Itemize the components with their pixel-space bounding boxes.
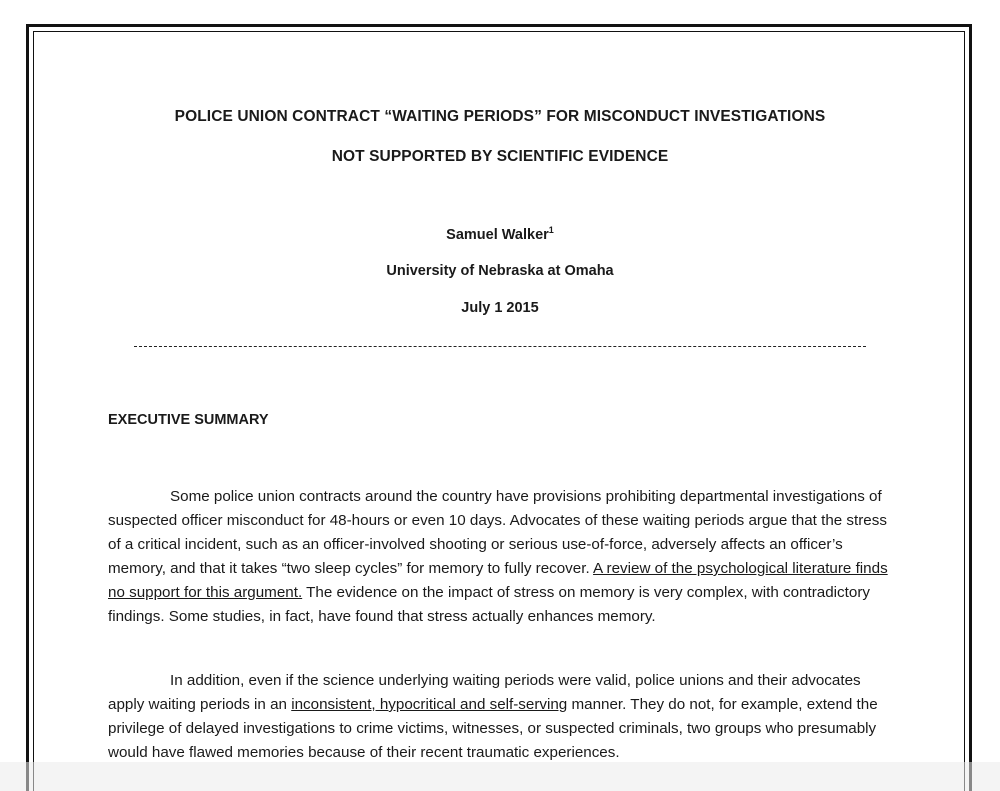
section-heading: EXECUTIVE SUMMARY [108,412,269,428]
author-footnote-marker: 1 [548,225,554,235]
author-line [0,225,1000,243]
author-name: Samuel Walker [446,227,549,243]
paragraph-1-text-a: Some police union contracts around the country have provisions prohibiting departmental investigations of suspected officer misconduct for 48-hours or even 10 days. Advocates of these waiting periods argue that the stress of a critical incident, such as an officer-involved shooting or serious use-of-force, adversely affects an officer’s memory, and that it takes “two sleep cycles” for memory to fully recover. [108,488,887,577]
paragraph-2 [108,669,898,765]
publication-date: July 1 2015 [461,300,539,316]
paragraph-1-underlined: A review of the psychological literature finds no support for this argument. [108,560,888,601]
title-line-2: NOT SUPPORTED BY SCIENTIFIC EVIDENCE [331,148,669,165]
paragraph-1 [108,485,898,629]
title-line-1: POLICE UNION CONTRACT “WAITING PERIODS” FOR MISCONDUCT INVESTIGATIONS [174,108,826,125]
paragraph-1-text-b: The evidence on the impact of stress on memory is very complex, with contradictory findings. Some studies, in fact, have found that stress actually enhances memory. [108,584,870,625]
paragraph-2-text-a: In addition, even if the science underlying waiting periods were valid, police unions and their advocates apply waiting periods in an [108,672,861,713]
dashed-separator [134,346,866,347]
affiliation: University of Nebraska at Omaha [386,263,614,279]
paragraph-2-underlined: inconsistent, hypocritical and self-serving [291,696,568,713]
paragraph-2-text-b: manner. They do not, for example, extend the privilege of delayed investigations to crime victims, witnesses, or suspected criminals, two groups who presumably would have flawed memories because of their recent traumatic experiences. [108,696,878,761]
